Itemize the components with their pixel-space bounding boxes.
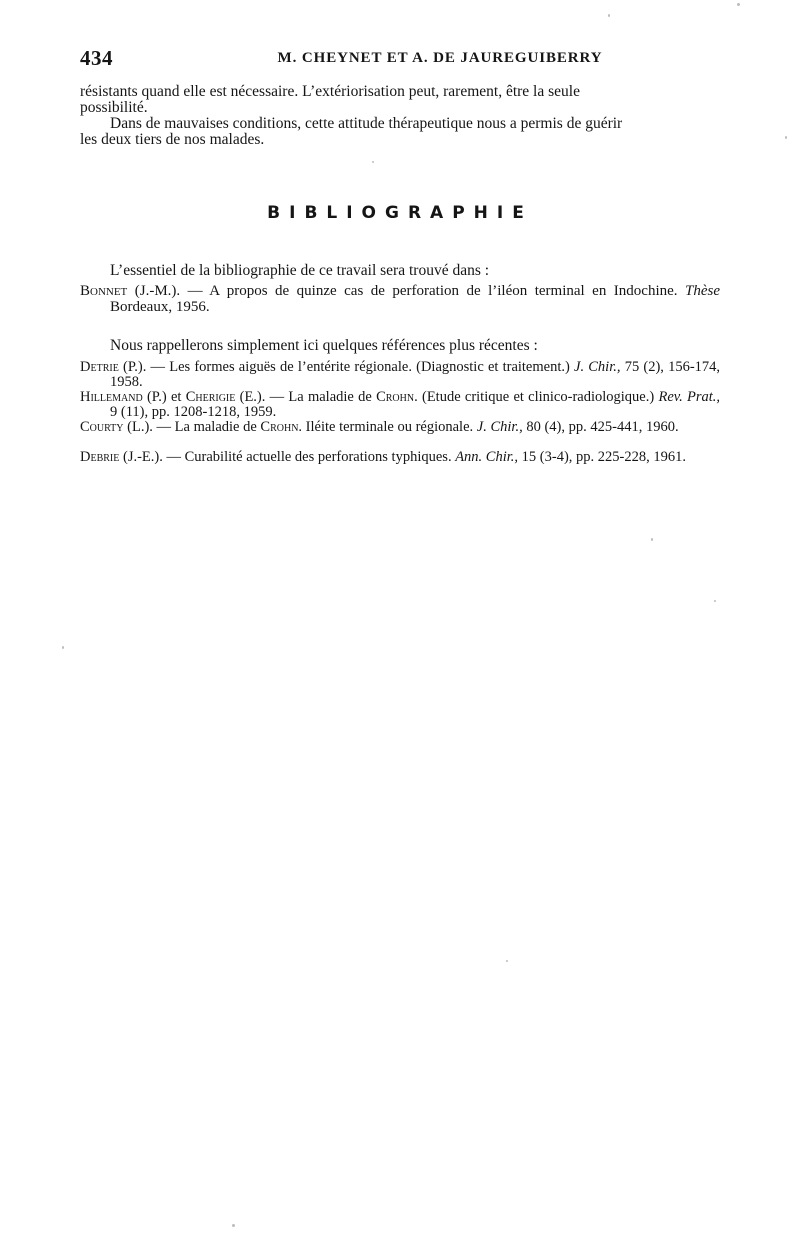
ref-rest: 75 (2), 156-174, 1958. xyxy=(110,359,721,390)
ref-text: — A propos de quinze cas de perforation de l’iléon terminal en Indochine. xyxy=(187,283,678,299)
ref-journal: J. Chir., xyxy=(574,359,621,375)
reference-entry xyxy=(80,420,720,435)
ref-text: — Les formes aiguës de l’entérite régionale. (Diagnostic et traitement.) xyxy=(150,359,570,375)
scan-speck xyxy=(372,161,374,163)
main-reference xyxy=(80,284,720,315)
bibliography-intro: L’essentiel de la bibliographie de ce travail sera trouvé dans : xyxy=(110,262,490,279)
ref-rest: 15 (3-4), pp. 225-228, 1961. xyxy=(521,449,686,465)
body-line: possibilité. xyxy=(80,98,148,116)
body-line: résistants quand elle est nécessaire. L’extériorisation peut, rarement, être la seule xyxy=(80,83,580,100)
ref-author: Courty xyxy=(80,419,124,435)
ref-initials: (P.). xyxy=(122,359,147,375)
recent-intro: Nous rappellerons simplement ici quelques références plus récentes : xyxy=(110,337,538,354)
ref-rest: 9 (11), pp. 1208-1218, 1959. xyxy=(110,404,277,420)
ref-text: — La maladie de xyxy=(156,419,257,435)
ref-initials: (J.-M.). xyxy=(134,283,181,299)
ref-author: Debrie xyxy=(80,449,120,465)
ref-disease-name: Crohn. xyxy=(260,419,303,435)
scan-speck xyxy=(62,646,64,649)
ref-text: — La maladie de xyxy=(269,389,372,405)
ref-initials: (P.) et xyxy=(146,389,182,405)
reference-entry xyxy=(80,360,720,390)
ref-author: Hillemand xyxy=(80,389,143,405)
ref-journal: Ann. Chir., xyxy=(455,449,519,465)
scan-speck xyxy=(232,1224,235,1227)
body-line: les deux tiers de nos malades. xyxy=(80,130,265,148)
ref-text: — Curabilité actuelle des perforations typhiques. xyxy=(166,449,452,465)
ref-journal: Thèse xyxy=(685,283,720,299)
section-title: BIBLIOGRAPHIE xyxy=(267,203,533,223)
ref-journal: Rev. Prat., xyxy=(658,389,721,405)
ref-rest: 80 (4), pp. 425-441, 1960. xyxy=(526,419,679,435)
scan-speck xyxy=(785,136,787,139)
ref-disease-name: Crohn. xyxy=(376,389,418,405)
scan-speck xyxy=(608,14,610,17)
ref-journal: J. Chir., xyxy=(476,419,523,435)
ref-author: Detrie xyxy=(80,359,119,375)
reference-entry xyxy=(80,450,720,465)
scan-speck xyxy=(714,600,716,602)
running-title: M. CHEYNET ET A. DE JAUREGUIBERRY xyxy=(277,50,603,66)
scan-speck xyxy=(651,538,653,541)
body-paragraph-2 xyxy=(80,116,720,147)
ref-initials-2: (E.). xyxy=(239,389,266,405)
ref-initials: (J.-E.). xyxy=(122,449,163,465)
ref-author: Bonnet xyxy=(80,283,128,299)
body-line: Dans de mauvaises conditions, cette attitude thérapeutique nous a permis de guérir xyxy=(110,115,623,132)
ref-initials: (L.). xyxy=(127,419,153,435)
scan-speck xyxy=(737,3,740,6)
ref-rest: Bordeaux, 1956. xyxy=(110,298,210,315)
scan-speck xyxy=(506,960,508,962)
body-paragraph-1 xyxy=(80,84,720,115)
ref-text-2: Iléite terminale ou régionale. xyxy=(305,419,474,435)
page-header xyxy=(80,46,720,72)
page-number: 434 xyxy=(80,46,113,70)
ref-author-2: Cherigie xyxy=(185,389,236,405)
reference-entry xyxy=(80,390,720,420)
ref-text-2: (Etude critique et clinico-radiologique.) xyxy=(421,389,655,405)
